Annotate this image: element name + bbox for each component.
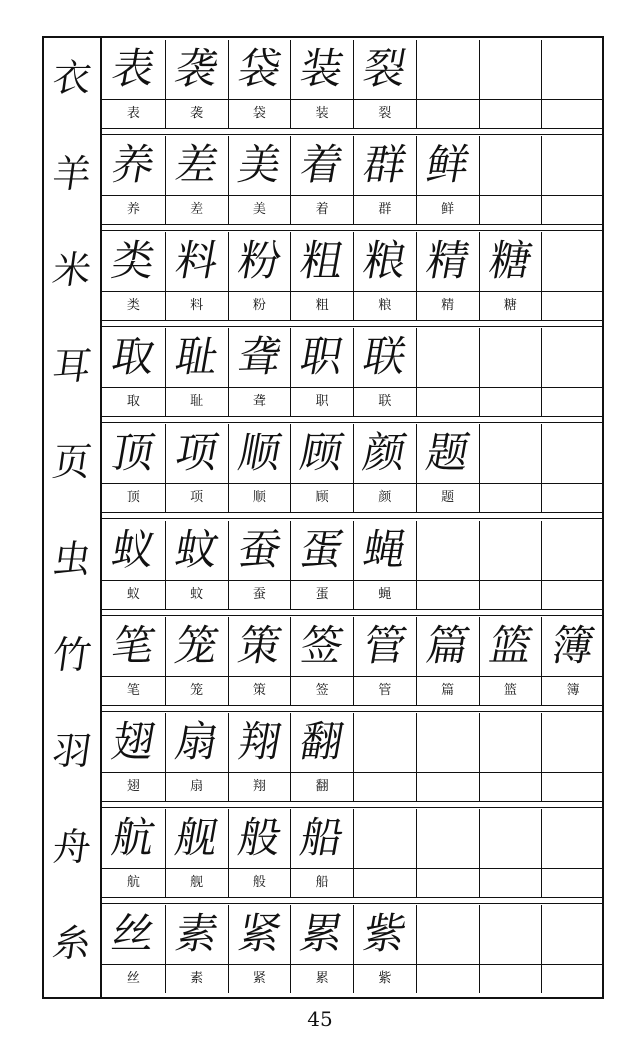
handwritten-char: 蛋 <box>296 524 348 574</box>
char-cell <box>102 617 165 705</box>
handwritten-char: 扇 <box>171 716 223 766</box>
row-separator <box>102 801 604 808</box>
label-divider <box>102 676 604 677</box>
handwritten-char: 蝇 <box>359 524 411 574</box>
printed-label: 题 <box>441 490 455 506</box>
char-cell <box>228 713 291 801</box>
handwritten-char: 船 <box>296 812 348 862</box>
char-cell <box>228 424 291 512</box>
char-cell <box>165 905 228 993</box>
printed-label: 篇 <box>441 682 455 698</box>
printed-label: 签 <box>315 682 329 698</box>
handwritten-char: 料 <box>171 236 223 286</box>
printed-label: 笔 <box>126 682 140 698</box>
handwritten-char: 表 <box>108 44 159 93</box>
row-separator <box>102 128 604 135</box>
radical-0: 衣 <box>49 56 95 100</box>
handwritten-char: 粉 <box>234 236 285 286</box>
char-cell <box>290 905 353 993</box>
char-cell <box>353 136 416 224</box>
char-cell <box>353 521 416 609</box>
printed-label: 袭 <box>190 106 204 121</box>
printed-label: 笼 <box>190 682 204 698</box>
radical-7: 羽 <box>49 728 95 773</box>
printed-label: 类 <box>126 298 140 314</box>
empty-cell <box>416 328 479 416</box>
label-divider <box>102 868 604 869</box>
char-cell <box>479 617 542 705</box>
printed-label: 扇 <box>190 778 204 794</box>
char-cell <box>102 40 165 128</box>
char-cell <box>290 136 353 224</box>
radical-1: 羊 <box>49 152 95 197</box>
empty-cell <box>541 809 604 897</box>
handwritten-char: 紫 <box>359 908 411 958</box>
handwritten-char: 聋 <box>234 332 285 382</box>
printed-label: 装 <box>315 106 329 121</box>
char-cell <box>290 617 353 705</box>
handwritten-char: 策 <box>234 620 285 670</box>
char-cell <box>353 328 416 416</box>
char-cell <box>228 328 291 416</box>
empty-cell <box>541 905 604 993</box>
char-cell <box>353 424 416 512</box>
char-cell <box>102 232 165 320</box>
char-cell <box>353 232 416 320</box>
radical-9: 糸 <box>49 920 95 965</box>
char-cell <box>290 40 353 128</box>
page-number: 45 <box>307 1007 333 1031</box>
handwritten-char: 篮 <box>485 620 536 670</box>
char-row <box>102 617 604 705</box>
char-cell <box>290 424 353 512</box>
radical-8: 舟 <box>49 824 95 869</box>
handwritten-char: 顺 <box>234 428 285 478</box>
row-separator <box>102 512 604 519</box>
handwritten-char: 着 <box>296 140 348 190</box>
handwritten-char: 翅 <box>108 716 159 766</box>
char-cell <box>165 521 228 609</box>
printed-label: 蛋 <box>315 586 329 602</box>
handwritten-char: 紧 <box>234 908 285 958</box>
printed-label: 美 <box>252 202 266 218</box>
char-row <box>102 713 604 801</box>
handwritten-char: 签 <box>296 620 348 670</box>
handwritten-char: 差 <box>171 140 223 190</box>
handwritten-char: 群 <box>359 140 411 190</box>
char-cell <box>102 713 165 801</box>
handwritten-char: 颜 <box>359 428 411 478</box>
char-cell <box>102 521 165 609</box>
printed-label: 料 <box>190 298 204 314</box>
empty-cell <box>479 713 542 801</box>
char-row <box>102 136 604 224</box>
printed-label: 项 <box>190 490 204 506</box>
printed-label: 蚁 <box>126 586 140 602</box>
row-separator <box>102 609 604 616</box>
radical-6: 竹 <box>49 632 95 677</box>
label-divider <box>102 387 604 388</box>
handwritten-char: 职 <box>296 332 348 382</box>
printed-label: 表 <box>126 106 140 121</box>
char-cell <box>290 809 353 897</box>
printed-label: 鲜 <box>441 202 455 218</box>
printed-label: 颜 <box>378 490 392 506</box>
empty-cell <box>353 809 416 897</box>
char-cell <box>353 905 416 993</box>
row-separator <box>102 897 604 904</box>
printed-label: 舰 <box>190 874 204 890</box>
printed-label: 粗 <box>315 298 329 314</box>
handwritten-char: 笔 <box>108 620 159 670</box>
char-cell <box>416 232 479 320</box>
printed-label: 顶 <box>126 490 140 506</box>
printed-label: 管 <box>378 682 392 698</box>
printed-label: 紫 <box>378 970 392 986</box>
empty-cell <box>541 521 604 609</box>
char-row <box>102 40 604 128</box>
char-cell <box>165 617 228 705</box>
char-cell <box>228 521 291 609</box>
char-cell <box>102 809 165 897</box>
char-cell <box>541 617 604 705</box>
handwritten-char: 丝 <box>108 908 159 958</box>
empty-cell <box>479 40 542 128</box>
char-cell <box>290 328 353 416</box>
char-cell <box>479 232 542 320</box>
handwritten-char: 裂 <box>359 44 411 93</box>
printed-label: 顾 <box>315 490 329 506</box>
row-separator <box>102 320 604 327</box>
char-row <box>102 232 604 320</box>
handwritten-char: 蚁 <box>108 524 159 574</box>
label-divider <box>102 483 604 484</box>
printed-label: 裂 <box>378 106 392 121</box>
printed-label: 蚕 <box>252 586 266 602</box>
handwritten-char: 笼 <box>171 620 223 670</box>
handwritten-char: 翔 <box>234 716 285 766</box>
handwritten-char: 耻 <box>171 332 223 382</box>
char-cell <box>353 40 416 128</box>
handwritten-char: 养 <box>108 140 159 190</box>
char-cell <box>290 232 353 320</box>
printed-label: 蚊 <box>190 586 204 602</box>
label-divider <box>102 964 604 965</box>
handwritten-char: 袭 <box>171 44 223 93</box>
handwritten-char: 蚕 <box>234 524 285 574</box>
printed-label: 粉 <box>252 298 266 314</box>
char-cell <box>228 136 291 224</box>
handwritten-char: 蚊 <box>171 524 223 574</box>
printed-label: 粮 <box>378 298 392 314</box>
char-cell <box>102 905 165 993</box>
handwritten-char: 粗 <box>296 236 348 286</box>
handwritten-char: 篇 <box>422 620 474 670</box>
char-row <box>102 328 604 416</box>
handwritten-char: 管 <box>359 620 411 670</box>
printed-label: 差 <box>190 202 204 218</box>
printed-label: 翔 <box>252 778 266 794</box>
printed-label: 素 <box>190 970 204 986</box>
handwritten-char: 簿 <box>547 620 599 670</box>
empty-cell <box>353 713 416 801</box>
empty-cell <box>416 713 479 801</box>
label-divider <box>102 291 604 292</box>
printed-label: 糖 <box>503 298 517 314</box>
empty-cell <box>541 40 604 128</box>
handwritten-char: 般 <box>234 812 285 862</box>
handwritten-char: 航 <box>108 812 159 862</box>
radical-5: 虫 <box>49 536 95 581</box>
printed-label: 聋 <box>252 394 266 410</box>
label-divider <box>102 772 604 773</box>
handwritten-char: 鲜 <box>422 140 474 190</box>
label-divider <box>102 99 604 100</box>
handwritten-char: 糖 <box>485 236 536 286</box>
printed-label: 累 <box>315 970 329 986</box>
char-cell <box>165 809 228 897</box>
empty-cell <box>416 40 479 128</box>
char-cell <box>290 713 353 801</box>
char-cell <box>165 713 228 801</box>
empty-cell <box>416 809 479 897</box>
printed-label: 般 <box>252 874 266 890</box>
row-separator <box>102 705 604 712</box>
char-cell <box>102 136 165 224</box>
practice-sheet <box>42 36 604 999</box>
printed-label: 袋 <box>252 106 266 121</box>
printed-label: 翻 <box>315 778 329 794</box>
printed-label: 职 <box>315 394 329 410</box>
char-cell <box>416 136 479 224</box>
empty-cell <box>479 809 542 897</box>
radical-3: 耳 <box>49 344 95 389</box>
row-separator <box>102 224 604 231</box>
printed-label: 篮 <box>503 682 517 698</box>
printed-label: 养 <box>126 202 140 218</box>
char-row <box>102 809 604 897</box>
char-cell <box>228 617 291 705</box>
handwritten-char: 美 <box>234 140 285 190</box>
char-cell <box>165 328 228 416</box>
handwritten-char: 粮 <box>359 236 411 286</box>
handwritten-char: 素 <box>171 908 223 958</box>
printed-label: 联 <box>378 394 392 410</box>
handwritten-char: 舰 <box>171 812 223 862</box>
empty-cell <box>541 424 604 512</box>
label-divider <box>102 195 604 196</box>
handwritten-char: 顾 <box>296 428 348 478</box>
handwritten-char: 顶 <box>108 428 159 478</box>
radical-2: 米 <box>49 248 95 293</box>
printed-label: 耻 <box>190 394 204 410</box>
printed-label: 船 <box>315 874 329 890</box>
row-separator <box>102 416 604 423</box>
empty-cell <box>479 521 542 609</box>
char-cell <box>165 424 228 512</box>
char-row <box>102 424 604 512</box>
handwritten-char: 精 <box>422 236 474 286</box>
char-cell <box>165 136 228 224</box>
printed-label: 紧 <box>252 970 266 986</box>
char-cell <box>290 521 353 609</box>
char-row <box>102 905 604 993</box>
handwritten-char: 项 <box>171 428 223 478</box>
printed-label: 蝇 <box>378 586 392 602</box>
printed-label: 航 <box>126 874 140 890</box>
char-cell <box>228 905 291 993</box>
handwritten-char: 题 <box>422 428 474 478</box>
char-cell <box>228 809 291 897</box>
char-cell <box>102 424 165 512</box>
radical-4: 页 <box>49 440 95 485</box>
char-cell <box>353 617 416 705</box>
empty-cell <box>416 905 479 993</box>
char-cell <box>228 40 291 128</box>
char-cell <box>416 424 479 512</box>
radical-column <box>44 38 102 997</box>
empty-cell <box>541 232 604 320</box>
handwritten-char: 联 <box>359 332 411 382</box>
handwritten-char: 取 <box>108 332 159 382</box>
empty-cell <box>479 328 542 416</box>
empty-cell <box>541 328 604 416</box>
printed-label: 群 <box>378 202 392 218</box>
handwritten-char: 袋 <box>234 44 285 93</box>
empty-cell <box>479 905 542 993</box>
printed-label: 取 <box>126 394 140 410</box>
printed-label: 精 <box>441 298 455 314</box>
char-row <box>102 521 604 609</box>
handwritten-char: 累 <box>296 908 348 958</box>
printed-label: 簿 <box>566 682 580 698</box>
empty-cell <box>479 136 542 224</box>
char-cell <box>228 232 291 320</box>
char-cell <box>102 328 165 416</box>
printed-label: 策 <box>252 682 266 698</box>
char-cell <box>165 40 228 128</box>
char-cell <box>416 617 479 705</box>
empty-cell <box>416 521 479 609</box>
handwritten-char: 翻 <box>296 716 348 766</box>
handwritten-char: 装 <box>296 44 348 93</box>
printed-label: 顺 <box>252 490 266 506</box>
char-cell <box>165 232 228 320</box>
empty-cell <box>541 713 604 801</box>
handwritten-char: 类 <box>108 236 159 286</box>
printed-label: 翅 <box>126 778 140 794</box>
empty-cell <box>479 424 542 512</box>
printed-label: 着 <box>315 202 329 218</box>
printed-label: 丝 <box>126 970 140 986</box>
label-divider <box>102 580 604 581</box>
empty-cell <box>541 136 604 224</box>
